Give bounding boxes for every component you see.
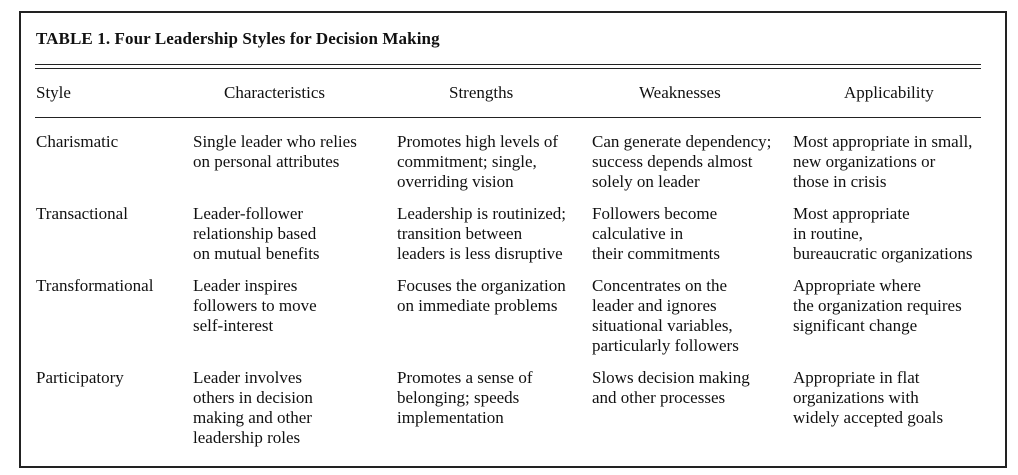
table-row-transactional-strengths: Leadership is routinized; transition between leaders is less disruptive (397, 204, 567, 263)
table-row-transformational-strengths: Focuses the organization on immediate problems (397, 276, 566, 315)
header-strengths: Strengths (449, 83, 514, 102)
header-applicability: Applicability (844, 83, 934, 102)
table-row-participatory-weaknesses: Slows decision making and other processes (592, 368, 750, 407)
table-row-transformational-style: Transformational (36, 276, 154, 295)
table-row-participatory-characteristics: Leader involves others in decision making and other leadership roles (193, 368, 313, 447)
header-bottom-rule (35, 117, 981, 118)
table-row-charismatic-weaknesses: Can generate dependency; success depends almost solely on leader (592, 132, 772, 191)
table-row-transactional-characteristics: Leader-follower relationship based on mutual benefits (193, 204, 320, 263)
table-row-transactional-weaknesses: Followers become calculative in their commitments (592, 204, 720, 263)
table-row-charismatic-style: Charismatic (36, 132, 119, 151)
table-row-transformational-characteristics: Leader inspires followers to move self-interest (193, 276, 317, 335)
header-style: Style (36, 83, 71, 102)
table-row-participatory-style: Participatory (36, 368, 124, 387)
table-row-transformational-applicability: Appropriate where the organization requires significant change (793, 276, 962, 335)
table-row-charismatic-applicability: Most appropriate in small, new organizations or those in crisis (793, 132, 973, 191)
table-row-charismatic-strengths: Promotes high levels of commitment; single, overriding vision (397, 132, 559, 191)
header-weaknesses: Weaknesses (639, 83, 721, 102)
table-frame (19, 11, 1007, 468)
table-row-charismatic-characteristics: Single leader who relies on personal attributes (193, 132, 357, 171)
header-top-double-rule (35, 64, 981, 69)
table-row-transactional-style: Transactional (36, 204, 128, 223)
table-row-participatory-strengths: Promotes a sense of belonging; speeds implementation (397, 368, 533, 427)
table-row-participatory-applicability: Appropriate in flat organizations with widely accepted goals (793, 368, 944, 427)
table-row-transformational-weaknesses: Concentrates on the leader and ignores situational variables, particularly followers (592, 276, 739, 355)
table-title: TABLE 1. Four Leadership Styles for Decision Making (36, 29, 440, 48)
table-row-transactional-applicability: Most appropriate in routine, bureaucratic organizations (793, 204, 973, 263)
header-characteristics: Characteristics (224, 83, 326, 102)
